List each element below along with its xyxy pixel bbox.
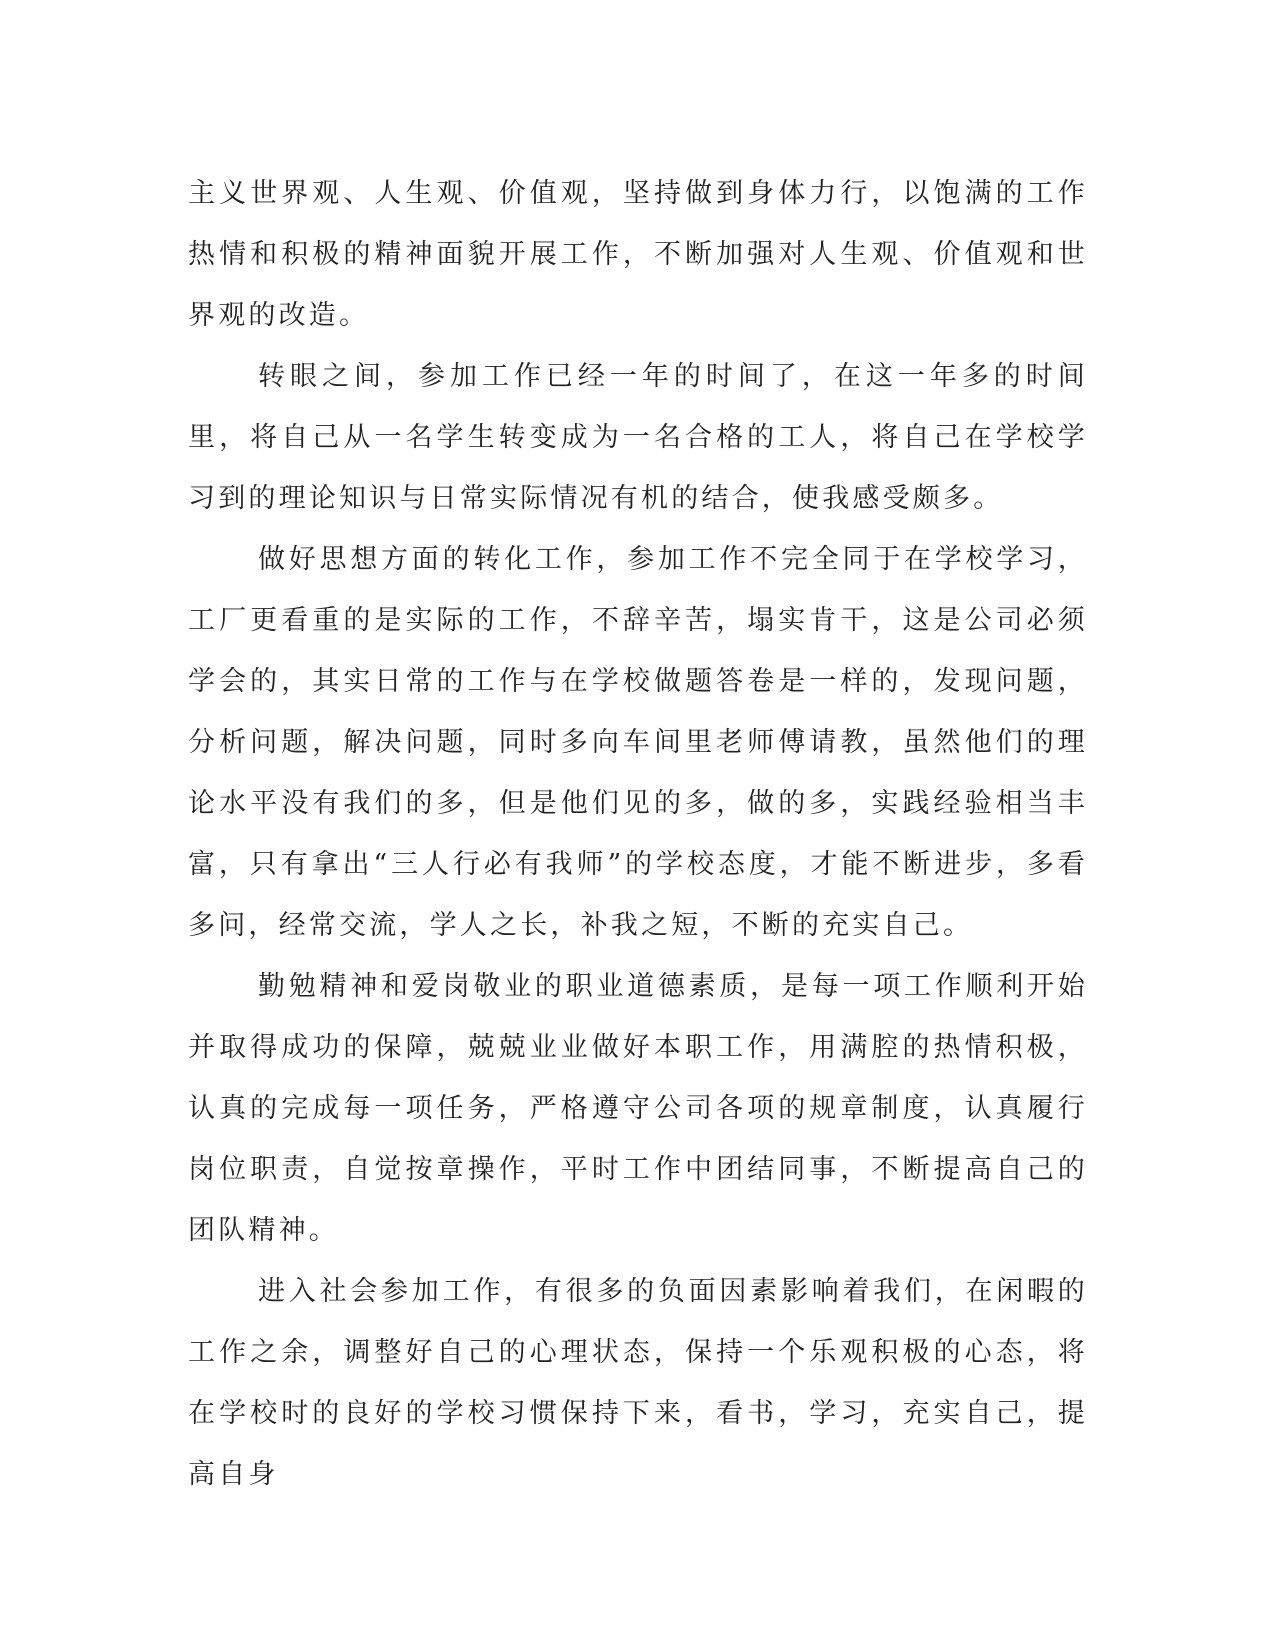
paragraph-1: 主义世界观、人生观、价值观，坚持做到身体力行，以饱满的工作热情和积极的精神面貌开展工作，不断加强对人生观、价值观和世界观的改造。 [188, 178, 1088, 331]
paragraph-3: 做好思想方面的转化工作，参加工作不完全同于在学校学习，工厂更看重的是实际的工作，不辞辛苦，塌实肯干，这是公司必须学会的，其实日常的工作与在学校做题答卷是一样的，发现问题，分析问题，解决问题，同时多向车间里老师傅请教，虽然他们的理论水平没有我们的多，但是他们见的多，做的多，实践经验相当丰富，只有拿出“三人行必有我师”的学校态度，才能不断进步，多看多问，经常交流，学人之长，补我之短，不断的充实自己。 [188, 544, 1088, 941]
paragraph-5: 进入社会参加工作，有很多的负面因素影响着我们，在闲暇的工作之余，调整好自己的心理状态，保持一个乐观积极的心态，将在学校时的良好的学校习惯保持下来，看书，学习，充实自己，提高自身 [188, 1276, 1088, 1490]
document-body [188, 163, 1088, 1505]
paragraph-2: 转眼之间，参加工作已经一年的时间了，在这一年多的时间里，将自己从一名学生转变成为一名合格的工人，将自己在学校学习到的理论知识与日常实际情况有机的结合，使我感受颇多。 [188, 361, 1088, 514]
paragraph-4: 勤勉精神和爱岗敬业的职业道德素质，是每一项工作顺利开始并取得成功的保障，兢兢业业做好本职工作，用满腔的热情积极，认真的完成每一项任务，严格遵守公司各项的规章制度，认真履行岗位职责，自觉按章操作，平时工作中团结同事，不断提高自己的团队精神。 [188, 971, 1088, 1246]
